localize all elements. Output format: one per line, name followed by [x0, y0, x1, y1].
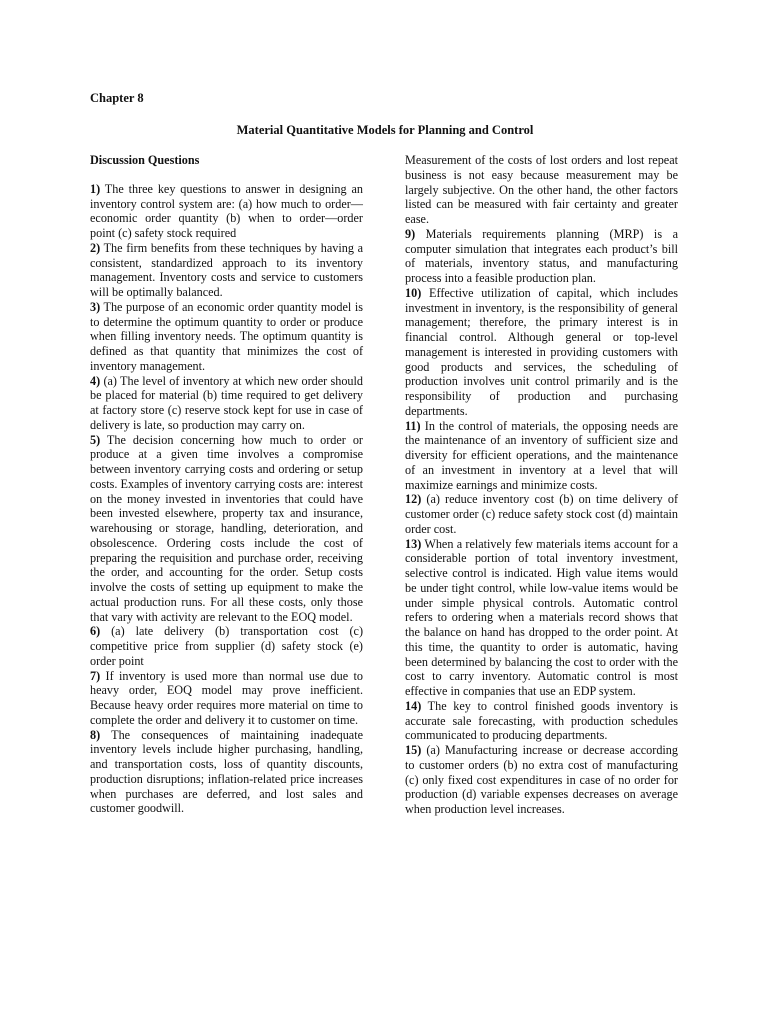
answer-item — [405, 743, 678, 817]
answer-number: 11) — [405, 418, 421, 433]
answer-text: (a) Manufacturing increase or decrease according to customer orders (b) no extra cost of manufacturing (c) only fixed cost expenditures in case of no order for production (d) variable expenses decreases on average when production level increases. — [405, 743, 678, 816]
answer-text: The three key questions to answer in designing an inventory control system are: (a) how much to order—economic order quantity (b) when to order—order point (c) safety stock required — [90, 181, 363, 240]
answer-number: 15) — [405, 743, 422, 757]
answer-number: 1) — [90, 181, 101, 196]
answer-text: When a relatively few materials items account for a considerable portion of total inventory investment, selective control is indicated. High value items would be under tight control, while low-value items would be under simple physical controls. Automatic control refers to ordering when a materials record shows that the balance on hand has dropped to the order point. At this time, the quantity to order is automatic, having been determined by balancing the cost to order with the cost to carry inventory. Automatic control is most effective in companies that use an EDP system. — [405, 536, 678, 698]
answer-number: 4) — [90, 373, 101, 388]
answer-item — [90, 182, 363, 241]
answer-text: If inventory is used more than normal use due to heavy order, EOQ model may prove inefficient. Because heavy order requires more material on time to complete the order and delivery it to customer on time. — [90, 668, 363, 727]
answer-item — [90, 728, 363, 817]
answer-number: 9) — [405, 226, 416, 241]
answer-item — [405, 537, 678, 699]
answer-number: 2) — [90, 240, 101, 255]
answer-text: Materials requirements planning (MRP) is a computer simulation that integrates each product’s bill of materials, inventory status, and manufacturing process into a feasible production plan. — [405, 226, 678, 285]
answer-item — [405, 699, 678, 743]
answer-number: 7) — [90, 668, 101, 683]
answer-text: The purpose of an economic order quantity model is to determine the optimum quantity to order or produce when filling inventory needs. The optimum quantity is defined as that quantity that minimizes the cost of inventory management. — [90, 299, 363, 373]
answer-text: The key to control finished goods inventory is accurate sale forecasting, with production schedules communicated to producing departments. — [405, 698, 678, 743]
answer-number: 12) — [405, 492, 422, 507]
answer-item — [90, 374, 363, 433]
answer-item — [90, 669, 363, 728]
page-title: Material Quantitative Models for Planning and Control — [236, 123, 534, 137]
answer-item — [405, 419, 678, 493]
chapter-label: Chapter 8 — [90, 91, 144, 105]
right-column — [405, 153, 678, 817]
answer-number: 6) — [90, 624, 101, 639]
answer-text: The consequences of maintaining inadequate inventory levels include higher purchasing, handling, and transportation costs, loss of quantity discounts, production disruptions; inflation-related price increases when purchases are deferred, and lost sales and customer goodwill. — [90, 727, 363, 816]
answer-text: (a) The level of inventory at which new order should be placed for material (b) time required to get delivery at factory store (c) reserve stock kept for use in case of delivery is late, so production may carry on. — [90, 373, 363, 432]
answer-item — [90, 433, 363, 625]
answer-number: 14) — [405, 698, 422, 713]
answer-text: In the control of materials, the opposing needs are the maintenance of an inventory of sufficient size and diversity for efficient operations, and the maintenance of an investment in inventory at a level that will maximize earnings and minimize costs. — [405, 418, 678, 492]
answer-item — [90, 300, 363, 374]
answer-text: (a) reduce inventory cost (b) on time delivery of customer order (c) reduce safety stock cost (d) maintain order cost. — [405, 492, 678, 536]
answer-number: 8) — [90, 727, 101, 742]
answer-text: (a) late delivery (b) transportation cost (c) competitive price from supplier (d) safety stock (e) order point — [90, 624, 363, 668]
answer-text: Effective utilization of capital, which includes investment in inventory, is the responsibility of general management; therefore, the primary interest is in financial control. Although general or top-level management is interested in providing customers with good products and services, the scheduling of production involves unit control primarily and is the responsibility of production and purchasing departments. — [405, 285, 678, 418]
answer-item — [405, 227, 678, 286]
answer-item — [405, 492, 678, 536]
left-column — [90, 153, 363, 816]
answer-item — [90, 624, 363, 668]
answer-number: 13) — [405, 536, 422, 551]
right-question-list — [405, 227, 678, 817]
answer-number: 3) — [90, 299, 101, 314]
left-question-list — [90, 182, 363, 816]
answer-number: 10) — [405, 285, 422, 300]
answer-text: The firm benefits from these techniques by having a consistent, standardized approach to its inventory management. Inventory costs and service to customers will be optimally balanced. — [90, 240, 363, 299]
answer-item — [90, 241, 363, 300]
answer-item — [405, 286, 678, 419]
continued-paragraph: Measurement of the costs of lost orders and lost repeat business is not easy because measurement may be largely subjective. On the other hand, the other factors listed can be measured with fair certainty and greater ease. — [405, 153, 678, 226]
answer-number: 5) — [90, 432, 101, 447]
answer-text: The decision concerning how much to order or produce at a given time involves a compromise between inventory carrying costs and ordering or setup costs. Examples of inventory carrying costs are: interest on the money invested in inventories that could have been invested elsewhere, property tax and insurance, warehousing or storage, handling, deterioration, and obsolescence. Ordering costs include the cost of preparing the requisition and purchase order, receiving the order, and accounting for the order. Setup costs involve the costs of setting up equipment to make the actual production runs. For all these costs, only those that vary with activity are relevant to the EOQ model. — [90, 432, 363, 624]
section-heading: Discussion Questions — [90, 153, 200, 167]
